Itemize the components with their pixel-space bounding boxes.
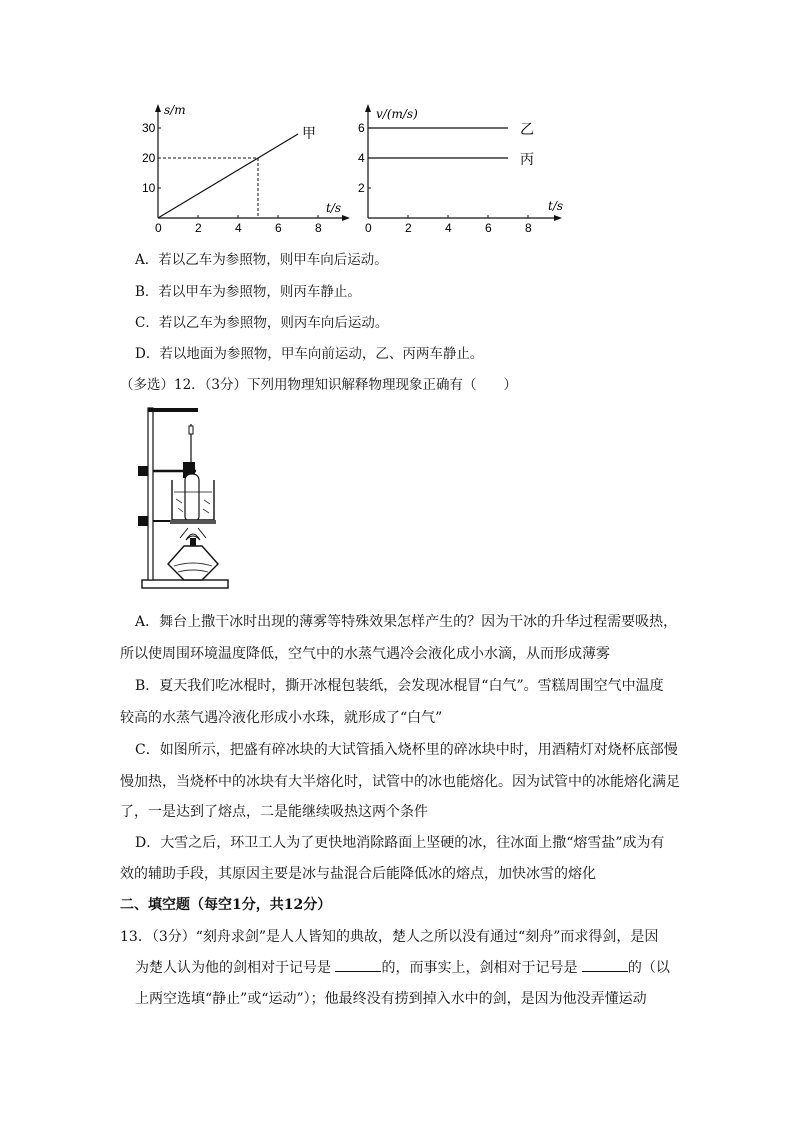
y-axis-label: v/(m/s) [376,107,418,121]
x-tick-label: 4 [235,221,242,235]
q13-line-2 [135,957,670,977]
y-axis-arrow [365,104,371,112]
apparatus-figure [138,404,234,592]
q12-line-4: 较高的水蒸气遇冷液化形成小水珠，就形成了“白气” [120,710,443,726]
q12-stem: （多选）12．（3分）下列用物理知识解释物理现象正确有（ ） [120,377,518,393]
y-axis-arrow [155,104,161,112]
q12-line-2: 所以使周围环境温度降低，空气中的水蒸气遇冷会液化成小水滴，从而形成薄雾 [120,646,610,662]
x-tick-label: 8 [525,221,532,235]
x-tick-label: 6 [485,221,492,235]
y-tick-label: 2 [358,181,365,195]
q11-option-d: D．若以地面为参照物，甲车向前运动，乙、丙两车静止。 [135,346,484,362]
q13-text-a: 为楚人认为他的剑相对于记号是 [135,960,331,976]
s-t-chart [128,100,342,235]
x-tick-label: 0 [155,221,162,235]
y-tick-label: 10 [142,181,156,195]
series-label-丙: 丙 [520,152,534,168]
x-axis-label: t/s [326,201,342,215]
x-tick-label: 0 [365,221,372,235]
q12-line-3: B．夏天我们吃冰棍时，撕开冰棍包装纸，会发现冰棍冒“白气”。雪糕周围空气中温度 [135,678,664,694]
x-tick-label: 6 [275,221,282,235]
y-tick-label: 30 [142,121,156,135]
x-tick-label: 8 [315,221,322,235]
x-axis-arrow [554,215,562,221]
q12-line-6: 慢加热，当烧杯中的冰块有大半熔化时，试管中的冰也能熔化。因为试管中的冰能熔化满足 [120,774,680,790]
q12-line-1: A．舞台上撒干冰时出现的薄雾等特殊效果怎样产生的？因为干冰的升华过程需要吸热， [135,614,678,630]
stand-top-arm [148,408,198,412]
x-tick-label: 2 [195,221,202,235]
q12-line-8: D．大雪之后，环卫工人为了更快地消除路面上坚硬的冰，往冰面上撒“熔雪盐”成为有 [135,835,665,851]
q12-line-7: 了，一是达到了熔点，二是能继续吸热这两个条件 [120,804,428,820]
section-2-title: 二、填空题（每空1分，共12分） [120,897,332,913]
series-line-甲 [158,134,298,218]
stand-base [142,580,228,588]
x-tick-label: 4 [445,221,452,235]
stand-rod [148,408,153,580]
x-tick-label: 2 [405,221,412,235]
q13-text-c: 的（以 [627,960,670,976]
q11-option-b: B．若以甲车为参照物，则丙车静止。 [135,284,361,300]
q13-text-b: 的，而事实上，剑相对于记号是 [381,960,578,976]
q11-option-c: C．若以乙车为参照物，则丙车向后运动。 [135,315,389,331]
q13-line-3: 上两空选填“静止”或“运动”）；他最终没有捞到掉入水中的剑，是因为他没弄懂运动 [135,991,647,1007]
y-axis-label: s/m [164,103,186,117]
q13-line-1: 13．（3分）“刻舟求剑”是人人皆知的典故，楚人之所以没有通过“刻舟”而求得剑，是因 [120,929,659,945]
y-tick-label: 6 [358,121,365,135]
series-label-乙: 乙 [520,122,534,138]
gauze [170,520,216,524]
y-tick-label: 4 [358,151,365,165]
q11-option-a: A．若以乙车为参照物，则甲车向后运动。 [135,252,388,268]
q12-line-9: 效的辅助手段，其原因主要是冰与盐混合后能降低冰的熔点，加快冰雪的熔化 [120,866,596,882]
q12-line-5: C．如图所示，把盛有碎冰块的大试管插入烧杯里的碎冰块中时，用酒精灯对烧杯底部慢 [135,742,678,758]
lower-clamp [138,516,148,526]
test-tube [185,474,199,522]
upper-clamp [138,466,148,476]
v-t-chart [348,100,578,235]
series-label-甲: 甲 [302,126,316,142]
x-axis-label: t/s [548,199,564,213]
answer-blank-2[interactable] [582,959,628,972]
y-tick-label: 20 [142,151,156,165]
answer-blank-1[interactable] [335,959,381,972]
